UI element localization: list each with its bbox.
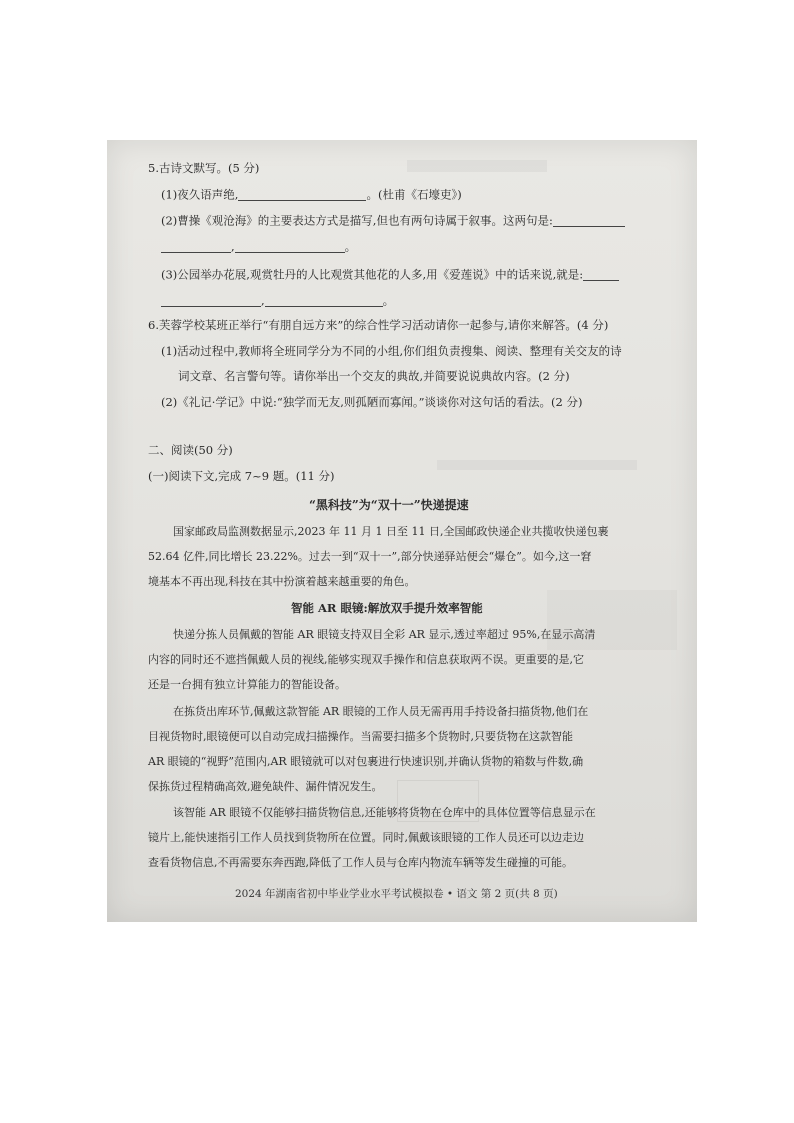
section2-sub1: (一)阅读下文,完成 7~9 题。(11 分)	[148, 469, 335, 483]
q5-item3-answer-blank-3[interactable]	[265, 294, 383, 307]
q5-item3-cont	[161, 294, 394, 307]
bleed-through-shading	[547, 590, 677, 650]
article-p2-line2: 内容的同时还不遮挡佩戴人员的视线,能够实现双手操作和信息获取两不误。更重要的是,它	[148, 653, 584, 666]
q5-item2-cont	[161, 240, 356, 253]
q5-item2-answer-blank-1[interactable]	[553, 214, 625, 227]
q5-item3-end: 。	[382, 293, 395, 308]
bleed-through-shading	[437, 460, 637, 470]
article-p1-line3: 境基本不再出现,科技在其中扮演着越来越重要的角色。	[148, 575, 416, 588]
q5-item1	[161, 188, 462, 201]
q5-item2-prompt: (2)曹操《观沧海》的主要表达方式是描写,但也有两句诗属于叙事。这两句是:	[161, 213, 553, 228]
exam-page-photo	[107, 140, 697, 922]
q5-item2-answer-blank-2[interactable]	[161, 240, 231, 253]
q6-item2: (2)《礼记·学记》中说:“独学而无友,则孤陋而寡闻。”谈谈你对这句话的看法。(2 分)	[161, 395, 583, 409]
article-p4-line3: 查看货物信息,不再需要东奔西跑,降低了工作人员与仓库内物流车辆等发生碰撞的可能。	[148, 856, 573, 869]
q5-item2-end: 。	[344, 239, 357, 254]
q5-item3-answer-blank-2[interactable]	[161, 294, 261, 307]
q6-heading: 6.芙蓉学校某班正举行“有朋自远方来”的综合性学习活动请你一起参与,请你来解答。(4 分)	[148, 318, 609, 332]
article-p3-line1: 在拣货出库环节,佩戴这款智能 AR 眼镜的工作人员无需再用手持设备扫描货物,他们在	[173, 705, 589, 718]
q5-item1-source: 。(杜甫《石壕吏》)	[366, 187, 462, 202]
article-p4-line2: 镜片上,能快速指引工作人员找到货物所在位置。同时,佩戴该眼镜的工作人员还可以边走边	[148, 831, 584, 844]
article-title: “黑科技”为“双十一”快递提速	[309, 498, 469, 512]
q5-item1-prompt: (1)夜久语声绝,	[161, 187, 239, 202]
q5-item2	[161, 214, 625, 227]
article-p1-line2: 52.64 亿件,同比增长 23.22%。过去一到“双十一”,部分快递驿站便会“爆仓”。如今,这一窘	[148, 550, 592, 563]
section2-heading: 二、阅读(50 分)	[148, 443, 233, 457]
q5-item2-answer-blank-3[interactable]	[235, 240, 345, 253]
q5-item3-prompt: (3)公园举办花展,观赏牡丹的人比观赏其他花的人多,用《爱莲说》中的话来说,就是:	[161, 267, 584, 282]
article-subtitle: 智能 AR 眼镜:解放双手提升效率智能	[291, 601, 483, 615]
article-p1-line1: 国家邮政局监测数据显示,2023 年 11 月 1 日至 11 日,全国邮政快递企业共揽收快递包裹	[173, 525, 609, 538]
bleed-through-shading	[407, 160, 547, 172]
article-p3-line3: AR 眼镜的“视野”范围内,AR 眼镜就可以对包裹进行快速识别,并确认货物的箱数与件数,确	[148, 755, 584, 768]
q6-item1-line2: 词文章、名言警句等。请你举出一个交友的典故,并简要说说典故内容。(2 分)	[178, 369, 570, 383]
article-p3-line4: 保拣货过程精确高效,避免缺件、漏件情况发生。	[148, 780, 383, 793]
q5-item3-separator: ,	[261, 293, 265, 308]
article-p2-line1: 快递分拣人员佩戴的智能 AR 眼镜支持双目全彩 AR 显示,透过率超过 95%,在显示高清	[173, 628, 596, 641]
q5-item3-answer-blank-1[interactable]	[583, 268, 619, 281]
q5-heading: 5.古诗文默写。(5 分)	[148, 161, 260, 175]
q5-item2-separator: ,	[231, 239, 235, 254]
q5-item3	[161, 268, 619, 281]
page-footer: 2024 年湖南省初中毕业学业水平考试模拟卷 • 语文 第 2 页(共 8 页)	[235, 888, 558, 900]
article-p3-line2: 目视货物时,眼镜便可以自动完成扫描操作。当需要扫描多个货物时,只要货物在这款智能	[148, 730, 573, 743]
q6-item1-line1: (1)活动过程中,教师将全班同学分为不同的小组,你们组负责搜集、阅读、整理有关交友的诗	[161, 344, 622, 358]
article-p2-line3: 还是一台拥有独立计算能力的智能设备。	[148, 678, 346, 691]
q5-item1-answer-blank[interactable]	[238, 188, 366, 201]
article-p4-line1: 该智能 AR 眼镜不仅能够扫描货物信息,还能够将货物在仓库中的具体位置等信息显示在	[173, 806, 596, 819]
